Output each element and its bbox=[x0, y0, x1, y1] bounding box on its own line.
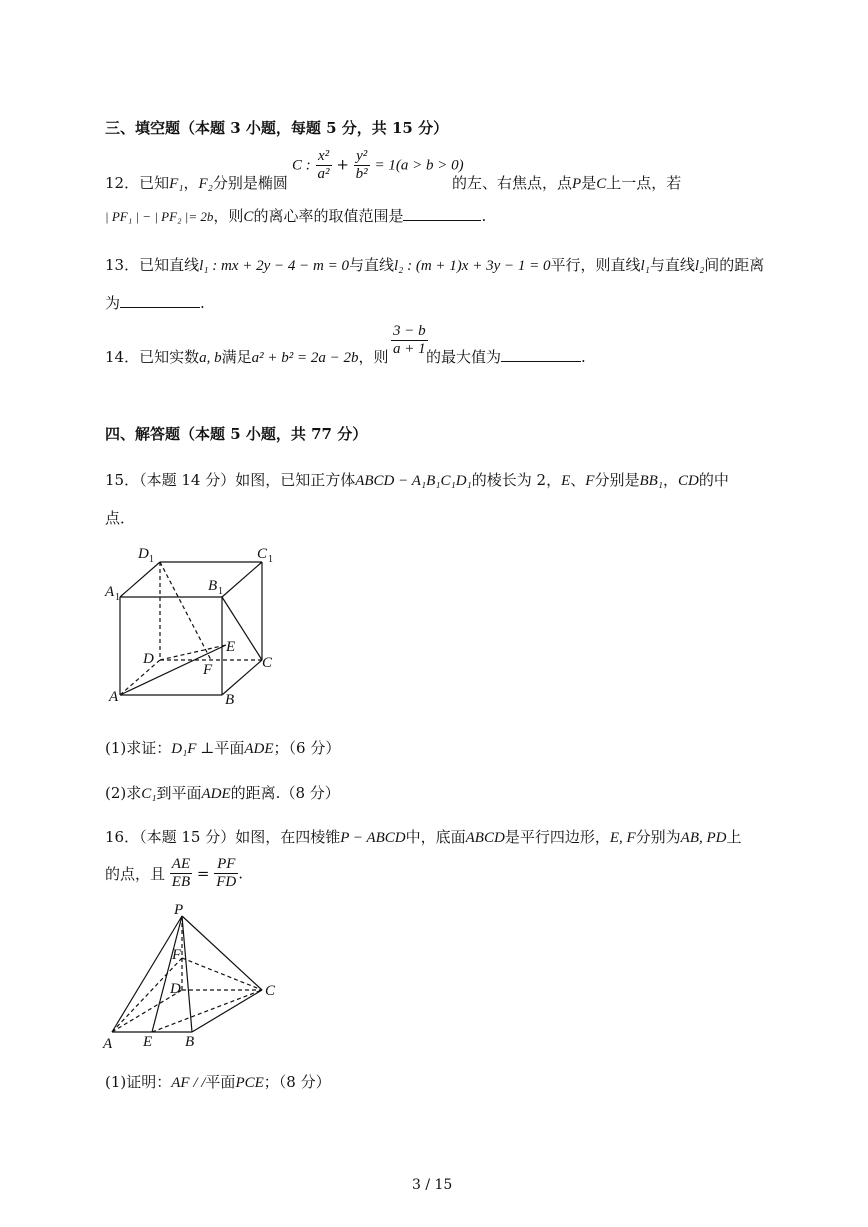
q16-text2: 是平行四边形， bbox=[504, 828, 610, 846]
label-F: F bbox=[203, 662, 213, 678]
q16-end: . bbox=[238, 864, 244, 883]
label-D: D bbox=[143, 651, 154, 667]
q12-x2: x² bbox=[316, 148, 332, 166]
q12-F2: F₂ bbox=[198, 176, 213, 192]
q16-p1-label: (1)证明： bbox=[105, 1073, 172, 1091]
segment-D1F bbox=[160, 562, 211, 660]
q16-p1-plane: PCE bbox=[235, 1075, 264, 1091]
edge-BC bbox=[222, 660, 262, 695]
q16-frac1-num: AE bbox=[171, 856, 191, 872]
label-D1: D bbox=[138, 546, 149, 562]
q14-line1 bbox=[105, 346, 389, 367]
edge-PC bbox=[182, 916, 262, 990]
q15-number: 15．（本题 14 分）如图，已知正方体 bbox=[105, 471, 356, 489]
edge-B1C1 bbox=[222, 562, 262, 597]
label-B1-sub: 1 bbox=[218, 586, 223, 597]
q13-l2-equation: l₂ : (m + 1)x + 3y − 1 = 0 bbox=[393, 258, 551, 274]
label-D: D bbox=[170, 981, 181, 997]
q13-number: 13．已知直线 bbox=[105, 256, 200, 274]
q12-F1: F₁ bbox=[169, 176, 184, 192]
q13-text1: 与直线 bbox=[348, 256, 394, 274]
q16-pyramid-figure bbox=[100, 900, 290, 1052]
label-D1-sub: 1 bbox=[149, 554, 154, 565]
q15-p1-text: 平面 bbox=[214, 739, 245, 757]
q12-a2: a² bbox=[317, 166, 330, 182]
q16-pyramid: P − ABCD bbox=[340, 830, 406, 846]
q12-sep: ， bbox=[183, 174, 199, 192]
q14-line1-tail bbox=[426, 346, 586, 367]
q13-text5: 为 bbox=[105, 294, 121, 312]
q13-text2: 平行，则直线 bbox=[550, 256, 641, 274]
label-A: A bbox=[109, 689, 119, 705]
q15-p2-C1: C₁ bbox=[141, 786, 157, 802]
q16-text4: 上 bbox=[726, 828, 742, 846]
label-E: E bbox=[143, 1034, 153, 1050]
q12-C2: C bbox=[243, 209, 254, 225]
q16-line1 bbox=[105, 826, 742, 847]
q12-y2: y² bbox=[354, 148, 370, 166]
section-4-title: 四、解答题（本题 5 小题，共 77 分） bbox=[105, 425, 368, 443]
q15-p1-plane: ADE bbox=[244, 741, 274, 757]
q16-frac2-den: FD bbox=[216, 874, 237, 890]
q14-number: 14．已知实数 bbox=[105, 348, 200, 366]
q14-denominator: a + 1 bbox=[393, 341, 426, 357]
q12-plus: + bbox=[336, 155, 349, 174]
q15-p1-expr: D₁F ⊥ bbox=[171, 741, 215, 757]
q12-condition: | PF₁ | − | PF₂ |= 2b bbox=[105, 209, 214, 224]
q13-l1: l₁ bbox=[640, 258, 650, 274]
q15-p2-plane: ADE bbox=[201, 786, 231, 802]
label-E: E bbox=[226, 639, 236, 655]
label-A: A bbox=[103, 1036, 113, 1052]
q15-F: F bbox=[585, 473, 595, 489]
q16-frac1 bbox=[170, 856, 192, 891]
q15-BB1: BB₁ bbox=[639, 473, 663, 489]
q15-p1-score: ；（6 分） bbox=[273, 739, 341, 757]
label-F: F bbox=[172, 947, 182, 963]
q15-p2-text: 到平面 bbox=[156, 784, 202, 802]
q16-p1-text: 平面 bbox=[205, 1073, 236, 1091]
label-C: C bbox=[262, 655, 273, 671]
segment-FC bbox=[182, 958, 262, 990]
q12-ellipse-equation bbox=[292, 148, 464, 183]
q15-text5: 的中 bbox=[698, 471, 729, 489]
q13-line2 bbox=[105, 292, 205, 313]
q12-P: P bbox=[572, 176, 582, 192]
q16-line2 bbox=[105, 856, 243, 891]
q14-text1: 满足 bbox=[221, 348, 252, 366]
q16-frac2 bbox=[214, 856, 238, 891]
q13-text4: 间的距离 bbox=[704, 256, 765, 274]
label-C1: C bbox=[257, 546, 268, 562]
q15-cube-figure bbox=[100, 540, 290, 710]
q12-ellipse-lhs: C : bbox=[292, 157, 311, 174]
q12-text1: 分别是椭圆 bbox=[212, 174, 288, 192]
q16-EF: E, F bbox=[609, 830, 636, 846]
q16-base: ABCD bbox=[465, 830, 505, 846]
q13-answer-blank bbox=[120, 293, 200, 308]
q12-line2 bbox=[105, 205, 486, 226]
q15-p1-label: (1)求证： bbox=[105, 739, 172, 757]
edge-AD bbox=[120, 660, 160, 695]
q12-ellipse-rhs: = 1(a > b > 0) bbox=[374, 157, 464, 174]
q16-text1: 中，底面 bbox=[405, 828, 466, 846]
q15-E: E bbox=[561, 473, 571, 489]
q14-frac bbox=[391, 323, 428, 358]
segment-EC bbox=[152, 990, 262, 1032]
segment-DE bbox=[160, 645, 226, 660]
q13-l2: l₂ bbox=[694, 258, 705, 274]
q15-CD: CD bbox=[678, 473, 699, 489]
q14-answer-blank bbox=[501, 347, 581, 362]
q16-text5: 的点，且 bbox=[105, 865, 166, 883]
q15-cube: ABCD − A₁B₁C₁D₁ bbox=[355, 473, 472, 489]
q12-text3: 是 bbox=[581, 174, 597, 192]
q15-line2: 点． bbox=[105, 509, 136, 527]
edge-PA bbox=[112, 916, 182, 1032]
q14-numerator: 3 − b bbox=[393, 323, 426, 339]
edge-BC bbox=[192, 990, 262, 1032]
q13-line1 bbox=[105, 254, 764, 275]
q12-number: 12．已知 bbox=[105, 174, 170, 192]
label-P: P bbox=[174, 902, 184, 918]
q13-end: . bbox=[200, 294, 205, 312]
q13-text3: 与直线 bbox=[649, 256, 695, 274]
q15-p2-score: 的距离.（8 分） bbox=[230, 784, 340, 802]
q15-text4: ， bbox=[663, 471, 679, 489]
q12-answer-blank bbox=[403, 206, 481, 221]
label-B: B bbox=[185, 1034, 195, 1050]
label-A1-sub: 1 bbox=[115, 592, 120, 603]
q12-text2: 的左、右焦点，点 bbox=[452, 174, 573, 192]
q12-line1 bbox=[105, 172, 288, 193]
label-C1-sub: 1 bbox=[268, 554, 273, 565]
q14-text3: 的最大值为 bbox=[426, 348, 502, 366]
q14-end: . bbox=[581, 348, 586, 366]
label-C: C bbox=[265, 983, 276, 999]
q12-text5: ，则 bbox=[213, 207, 244, 225]
label-A1: A bbox=[105, 584, 115, 600]
q12-frac-y bbox=[354, 148, 370, 183]
q16-p1-score: ；（8 分） bbox=[263, 1073, 331, 1091]
q14-ab: a, b bbox=[199, 350, 222, 366]
q16-ABPD: AB, PD bbox=[680, 830, 727, 846]
q13-l1-equation: l₁ : mx + 2y − 4 − m = 0 bbox=[199, 258, 349, 274]
q15-part1 bbox=[105, 737, 340, 758]
edge-A1D1 bbox=[120, 562, 160, 597]
q15-text2: 、 bbox=[570, 471, 586, 489]
q12-C: C bbox=[596, 176, 607, 192]
label-B1: B bbox=[208, 578, 218, 594]
q14-text2: ，则 bbox=[358, 348, 389, 366]
q14-fraction bbox=[391, 323, 428, 358]
q16-eq: = bbox=[196, 864, 210, 883]
q16-frac1-den: EB bbox=[171, 874, 191, 890]
q15-text3: 分别是 bbox=[594, 471, 640, 489]
label-B: B bbox=[225, 692, 235, 708]
q16-p1-expr: AF / / bbox=[171, 1075, 206, 1091]
q15-p2-label: (2)求 bbox=[105, 784, 142, 802]
q15-text1: 的棱长为 2， bbox=[471, 471, 562, 489]
q15-part2 bbox=[105, 782, 340, 803]
q16-text3: 分别为 bbox=[635, 828, 681, 846]
edge-PB bbox=[182, 916, 192, 1032]
q16-frac2-num: PF bbox=[214, 856, 238, 874]
q16-part1 bbox=[105, 1071, 331, 1092]
q12-text6: 的离心率的取值范围是 bbox=[253, 207, 404, 225]
q12-frac-x bbox=[316, 148, 332, 183]
q12-line1-tail bbox=[452, 172, 681, 193]
q16-number: 16．（本题 15 分）如图，在四棱锥 bbox=[105, 828, 341, 846]
q12-text4: 上一点，若 bbox=[606, 174, 682, 192]
q12-b2: b² bbox=[355, 166, 368, 182]
section-3-title: 三、填空题（本题 3 小题，每题 5 分，共 15 分） bbox=[105, 119, 449, 137]
page-number: 3 / 15 bbox=[412, 1177, 453, 1193]
q14-equation: a² + b² = 2a − 2b bbox=[251, 350, 359, 366]
q12-end: . bbox=[481, 207, 487, 225]
q15-line1 bbox=[105, 469, 729, 490]
